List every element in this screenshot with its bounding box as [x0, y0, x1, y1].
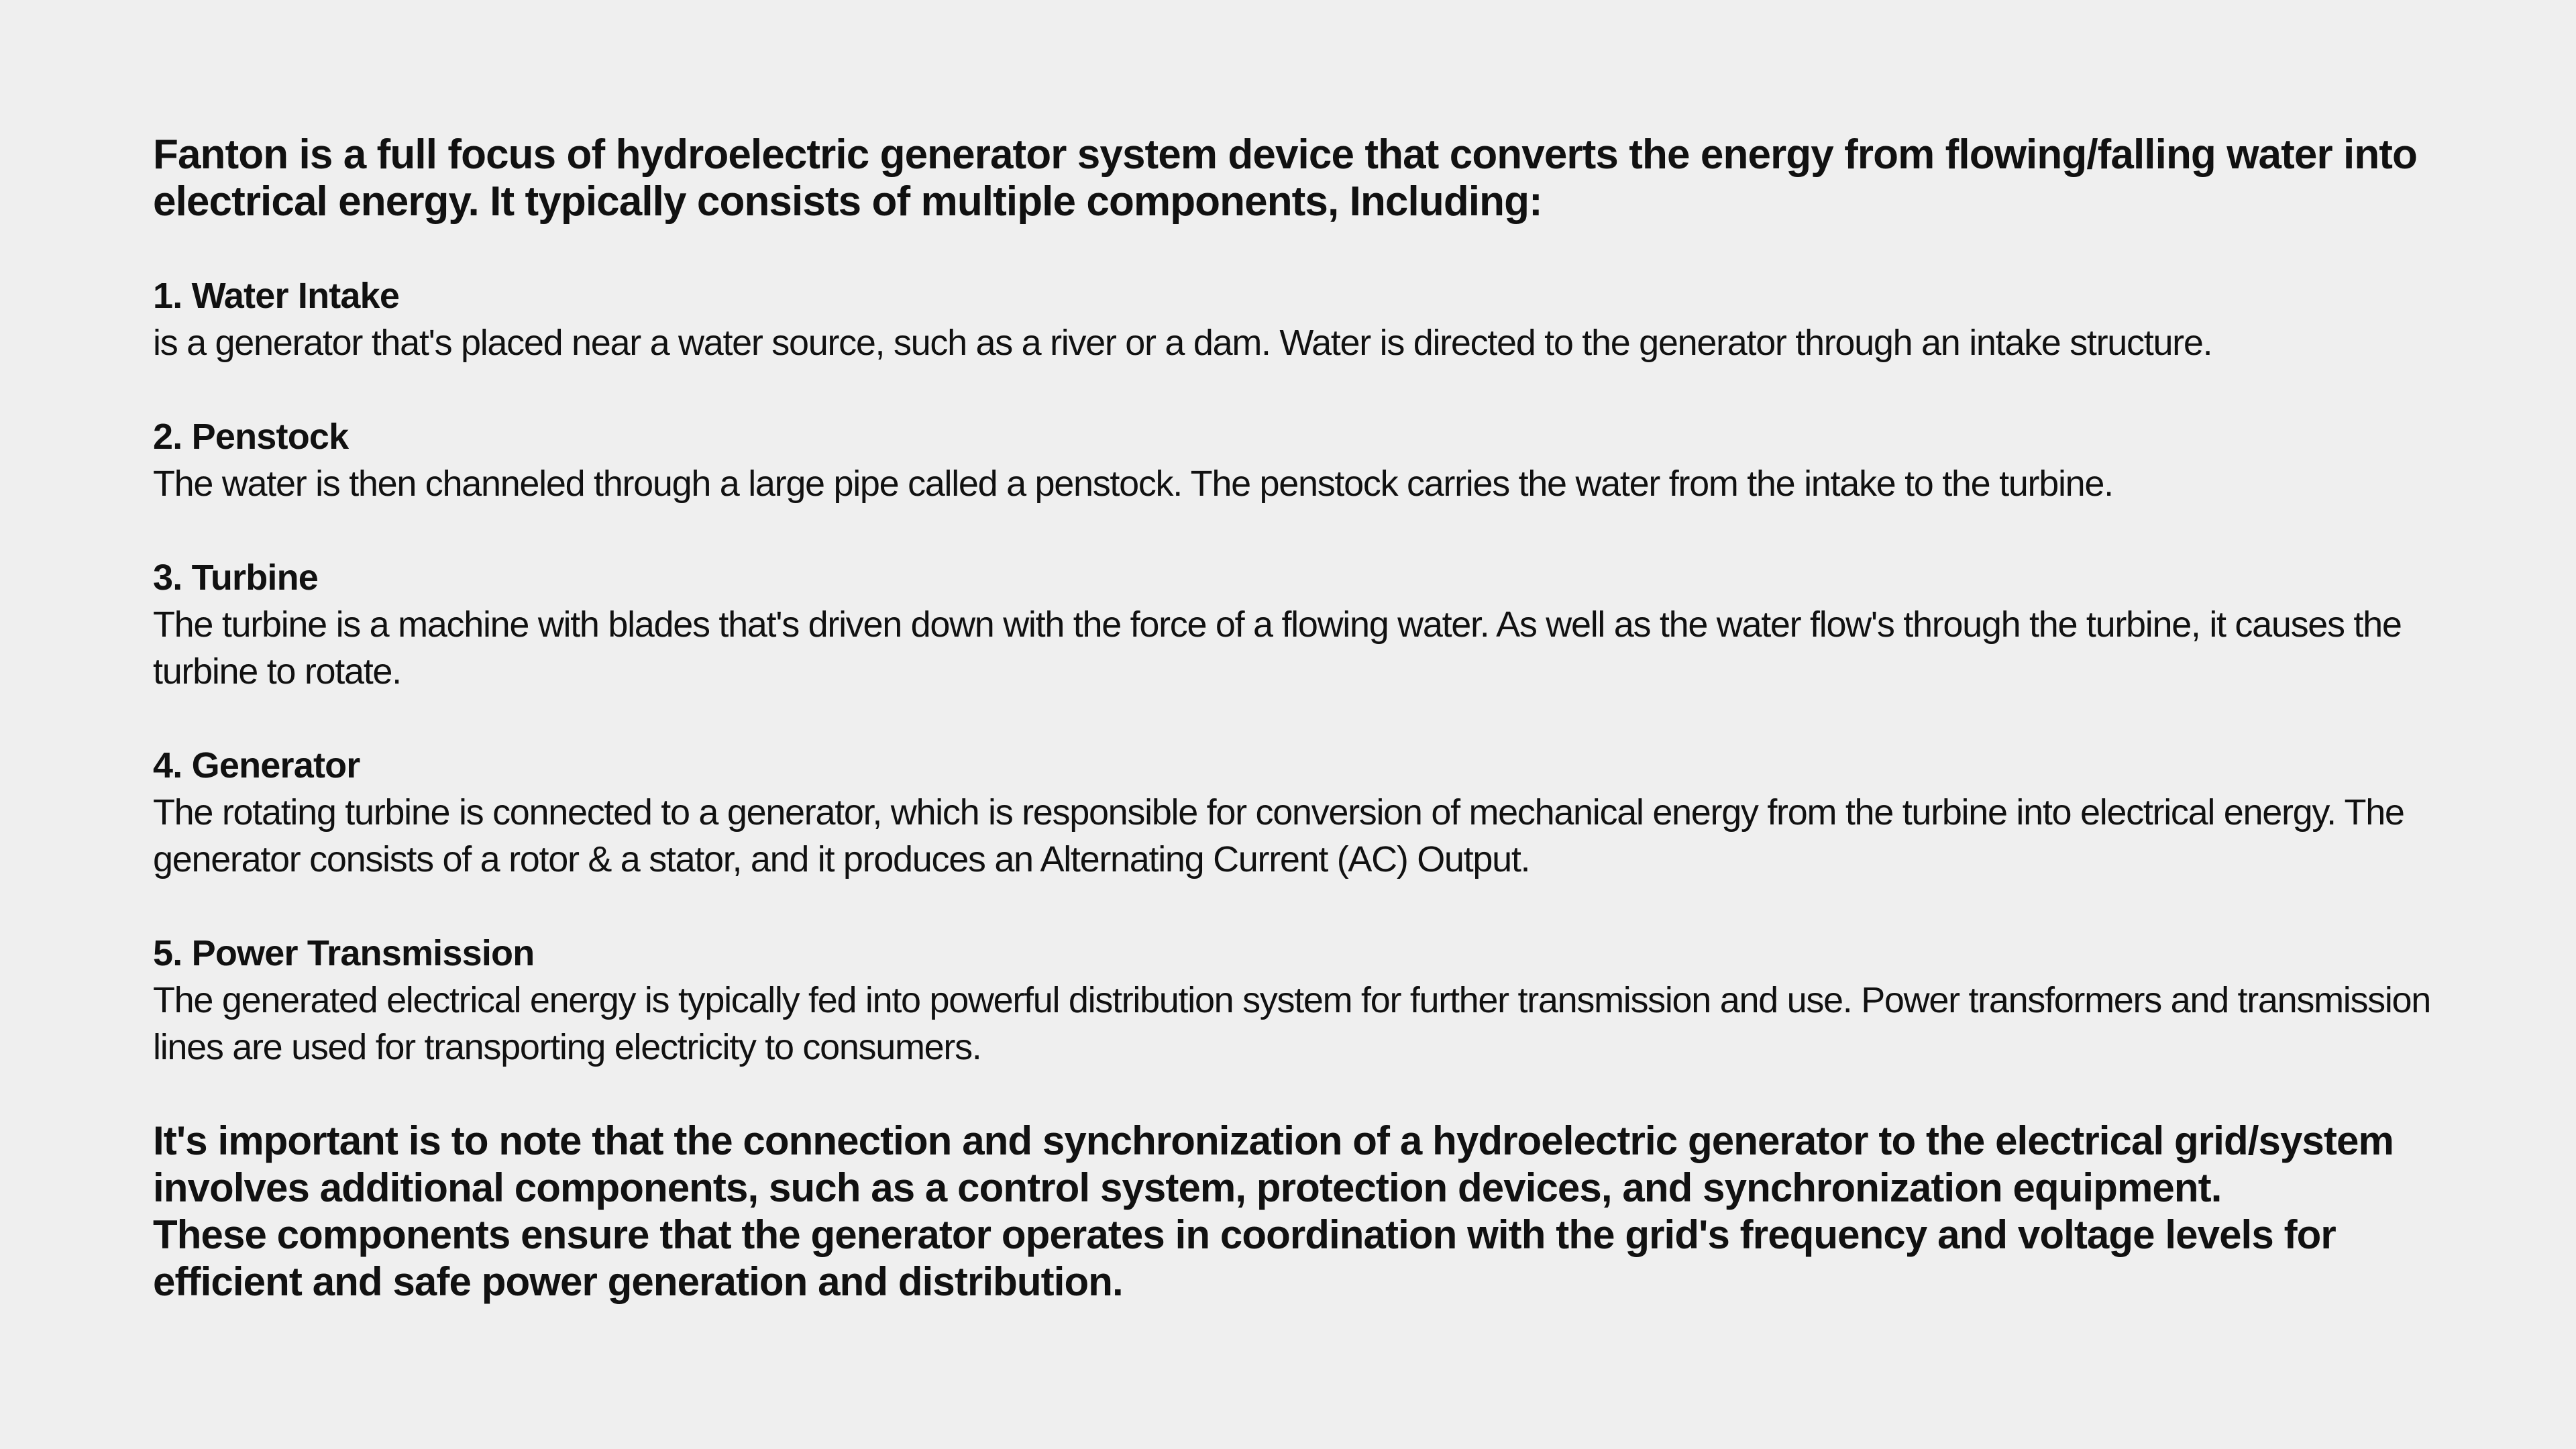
section-body: The turbine is a machine with blades that's driven down with the force of a flowing water. As well as the water flow's through the turbine, it causes the turbine to rotate. — [153, 604, 2402, 692]
section-title: 5. Power Transmission — [153, 933, 535, 973]
section-body: The rotating turbine is connected to a generator, which is responsible for conversion of mechanical energy from the turbine into electrical energy. The generator consists of a rotor & a stator, and it produces an Alternating Current (AC) Output. — [153, 792, 2404, 879]
closing-note — [153, 1118, 2447, 1305]
section-penstock — [153, 413, 2447, 507]
section-title: 4. Generator — [153, 745, 360, 786]
section-generator — [153, 742, 2447, 883]
section-title: 1. Water Intake — [153, 276, 400, 316]
section-body: is a generator that's placed near a water source, such as a river or a dam. Water is directed to the generator through an intake structure. — [153, 323, 2212, 363]
section-body: The water is then channeled through a large pipe called a penstock. The penstock carries the water from the intake to the turbine. — [153, 464, 2113, 504]
section-water-intake — [153, 272, 2447, 366]
closing-paragraph: It's important is to note that the connection and synchronization of a hydroelectric generator to the electrical grid/system involves additional components, such as a control system, protection devices, and synchronization equipment. — [153, 1118, 2394, 1210]
section-turbine — [153, 554, 2447, 695]
closing-paragraph: These components ensure that the generator operates in coordination with the grid's frequency and voltage levels for efficient and safe power generation and distribution. — [153, 1212, 2336, 1304]
section-title: 2. Penstock — [153, 417, 349, 457]
section-body: The generated electrical energy is typically fed into powerful distribution system for further transmission and use. Power transformers and transmission lines are used for transporting electricity to consumers. — [153, 980, 2431, 1067]
section-title: 3. Turbine — [153, 557, 319, 598]
document-content — [153, 131, 2447, 1305]
section-power-transmission — [153, 930, 2447, 1071]
intro-paragraph: Fanton is a full focus of hydroelectric generator system device that converts the energy from flowing/falling water into electrical energy. It typically consists of multiple components, Including: — [153, 131, 2418, 225]
